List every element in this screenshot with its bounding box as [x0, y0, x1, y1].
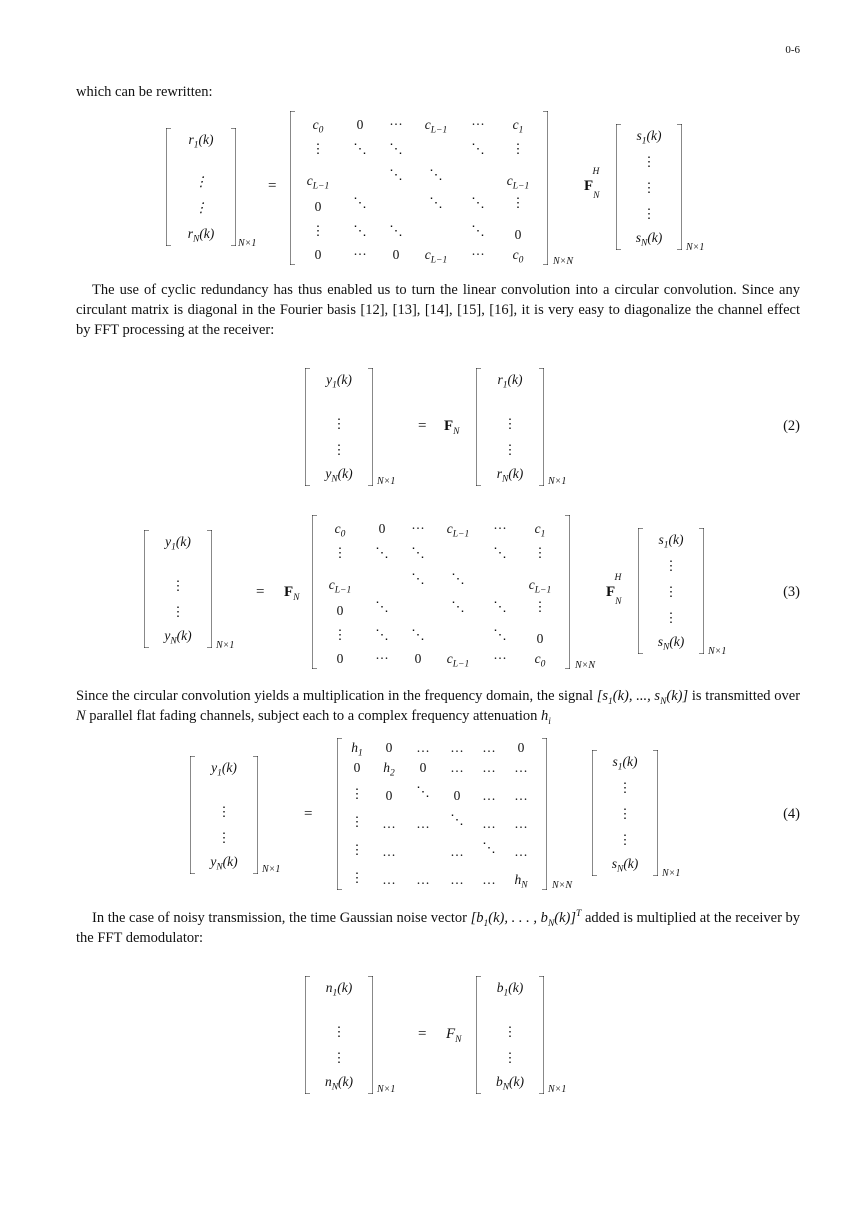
dim-label: N×1: [686, 242, 705, 253]
dim-label: N×1: [262, 864, 281, 875]
dim-label: N×N: [552, 880, 573, 891]
dim-label: N×N: [575, 660, 596, 671]
vector-y: $y_1(k)$ ⋮ ⋮ $y_N(k)$: [190, 756, 258, 874]
circulant-matrix: $c_0$ 0 ··· $c_{L-1}$ ··· $c_1$ ⋮ ⋱ ⋱ ⋱ ⋮ $c_{L-1}$ ⋱ ⋱ $c_{L-1}$ 0 ⋱ ⋱ ⋱ ⋮ ⋮ ⋱ ⋱ ⋱ 0 0 ··· 0 $c_{L-1}$ ··· $c_0$: [290, 111, 548, 265]
dim-label: N×1: [377, 476, 396, 487]
dim-label: N×1: [708, 646, 727, 657]
vector-y: $y_1(k)$ ⋮ ⋮ $y_N(k)$: [144, 530, 212, 648]
equation-number: (2): [783, 418, 800, 434]
dim-label: N×N: [553, 256, 574, 267]
vector-r: $r_1(k)$ ⋮ ⋮ $r_N(k)$: [166, 128, 236, 246]
dim-label: N×1: [548, 1084, 567, 1095]
dim-label: N×1: [238, 238, 257, 249]
paragraph-2: Since the circular convolution yields a multiplication in the frequency domain, the signal [$s_1(k)$, ..., $s_N(k)$] is transmitted over N parallel flat fading channels, subject each to a complex frequency attenuation $h_i$: [76, 688, 801, 727]
diagonal-matrix: $h_1$ 0 … … … 0 0 $h_2$ 0 … … … ⋮ 0 ⋱ 0 … … ⋮ … … ⋱ … … ⋮ … … ⋱ … ⋮ … … … … $h_N$: [337, 738, 547, 890]
vector-s: $s_1(k)$ ⋮ ⋮ ⋮ $s_N(k)$: [616, 124, 682, 250]
page-number: 0-6: [785, 44, 800, 56]
vector-n: $n_1(k)$ ⋮ ⋮ $n_N(k)$: [305, 976, 373, 1094]
intro-text: which can be rewritten:: [76, 84, 213, 100]
dim-label: N×1: [548, 476, 567, 487]
equation-number: (4): [783, 806, 800, 822]
vector-s: $s_1(k)$ ⋮ ⋮ ⋮ $s_N(k)$: [592, 750, 658, 876]
dim-label: N×1: [662, 868, 681, 879]
paragraph-3: In the case of noisy transmission, the time Gaussian noise vector [$b_1(k)$, . . . , $b_N(k)]^T$ added is multiplied at the receiver by the FFT demodulator:: [76, 909, 801, 946]
vector-y: $y_1(k)$ ⋮ ⋮ $y_N(k)$: [305, 368, 373, 486]
equation-number: (3): [783, 584, 800, 600]
vector-s: $s_1(k)$ ⋮ ⋮ ⋮ $s_N(k)$: [638, 528, 704, 654]
dim-label: N×1: [377, 1084, 396, 1095]
vector-b: $b_1(k)$ ⋮ ⋮ $b_N(k)$: [476, 976, 544, 1094]
circulant-matrix: $c_0$ 0 ··· $c_{L-1}$ ··· $c_1$ ⋮ ⋱ ⋱ ⋱ ⋮ $c_{L-1}$ ⋱ ⋱ $c_{L-1}$ 0 ⋱ ⋱ ⋱ ⋮ ⋮ ⋱ ⋱ ⋱ 0 0 ··· 0 $c_{L-1}$ ··· $c_0$: [312, 515, 570, 669]
vector-r: $r_1(k)$ ⋮ ⋮ $r_N(k)$: [476, 368, 544, 486]
paragraph-1: The use of cyclic redundancy has thus enabled us to turn the linear convolution into a circular convolution. Since any circulant matrix is diagonal in the Fourier basis [12], [13], [14], [15], [16], it is very easy to diagonalize the channel effect by FFT processing at the receiver:: [76, 282, 800, 338]
dim-label: N×1: [216, 640, 235, 651]
